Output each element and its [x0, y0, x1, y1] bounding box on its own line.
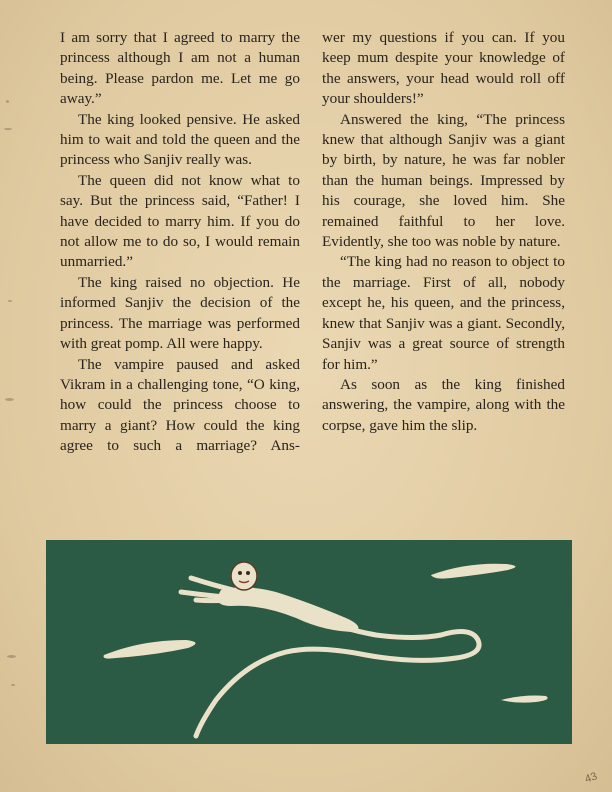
paragraph: Answered the king, “The princess knew that although Sanjiv was a giant by birth, by nature, he was far nobler than the human beings. Impressed by his courage, she loved him. She remained faithful to her love. Evidently, she too was noble by nature. — [322, 110, 565, 251]
paragraph: The king raised no objection. He informed Sanjiv the decision of the princess. The marriage was performed with great pomp. All were happy. — [60, 273, 300, 353]
paragraph: wer my questions if you can. If you keep mum despite your knowledge of the answers, your head would roll off your shoulders!” — [322, 29, 565, 108]
paper-speck — [8, 300, 12, 302]
paper-speck — [4, 128, 12, 130]
paragraph: As soon as the king finished answering, the vampire, along with the corpse, gave him the slip. — [322, 375, 565, 434]
paper-speck — [5, 398, 14, 401]
paragraph: The vampire paused and asked Vikram in a challenging tone, “O king, how could the princess choose to marry a giant? How could the king agree to such a marriage? Ans- — [60, 355, 300, 455]
right-text-column — [322, 28, 565, 436]
paper-speck — [7, 655, 16, 658]
ghost-eye — [246, 571, 250, 575]
illustration-drawing — [46, 540, 572, 744]
vampire-flying-away-illustration — [46, 540, 572, 744]
paragraph: The king looked pensive. He asked him to wait and told the queen and the princess who Sanjiv really was. — [60, 110, 300, 169]
paper-speck — [11, 684, 15, 686]
left-text-column — [60, 28, 300, 457]
ghost-eye — [238, 571, 242, 575]
ghost-head — [231, 562, 257, 590]
paragraph: “The king had no reason to object to the marriage. First of all, nobody except he, his queen, and the princess, knew that Sanjiv was a giant. Secondly, Sanjiv was a great source of strength for him.” — [322, 253, 565, 373]
paragraph: I am sorry that I agreed to marry the princess although I am not a human being. Please pardon me. Let me go away.” — [60, 29, 300, 108]
paragraph: The queen did not know what to say. But the princess said, “Father! I have decided to marry him. If you do not allow me to do so, I would remain unmarried.” — [60, 171, 300, 271]
page-number: 43 — [583, 770, 599, 786]
paper-speck — [6, 100, 9, 103]
